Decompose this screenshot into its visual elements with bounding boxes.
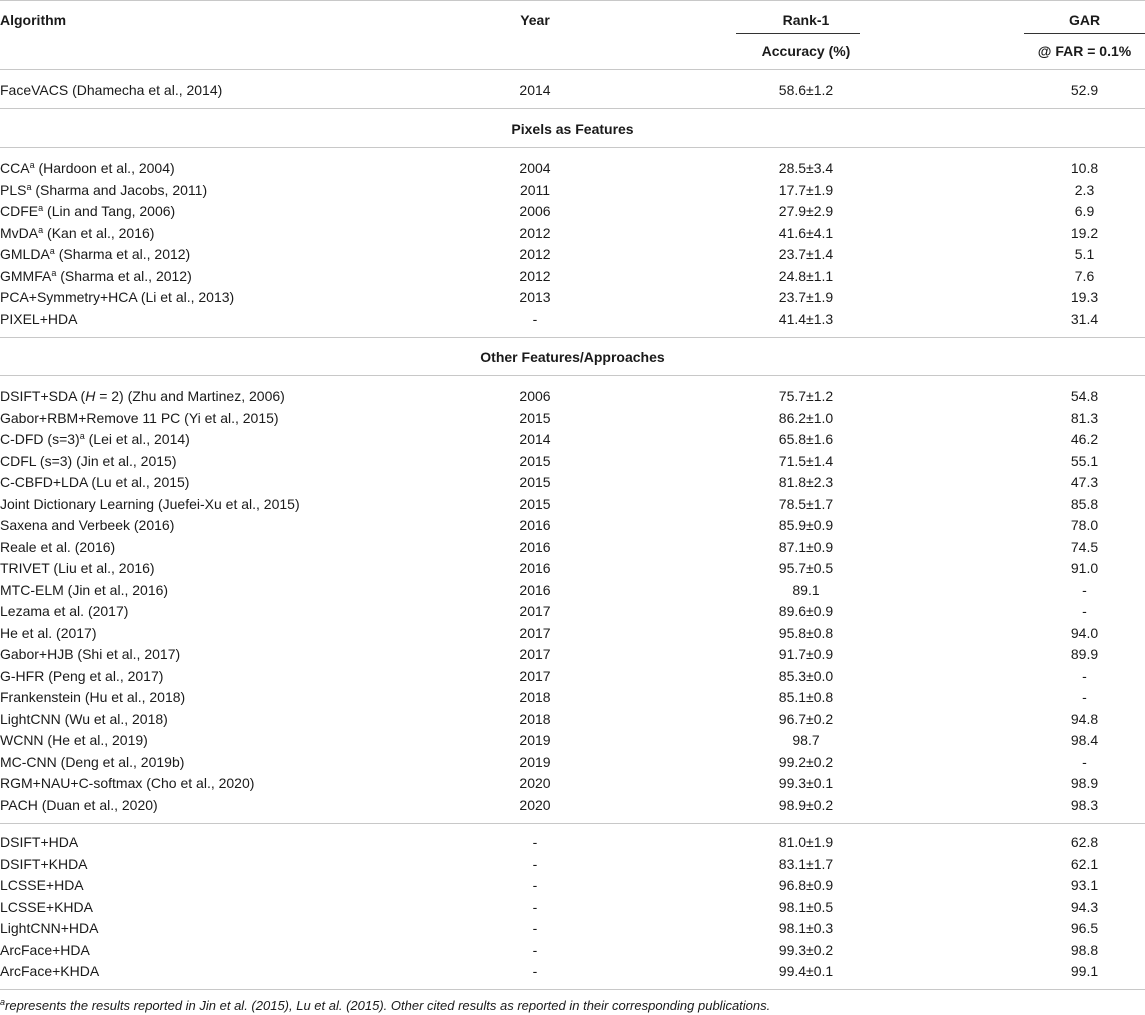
- row-year: 2014: [519, 82, 551, 98]
- row-algorithm: DSIFT+HDA: [0, 834, 79, 850]
- row-algorithm: DSIFT+KHDA: [0, 855, 88, 872]
- rank-header-underline: [736, 33, 860, 34]
- row-rank: 99.2±0.2: [778, 753, 834, 770]
- table-bottom-rule: [0, 989, 1145, 990]
- row-gar: 96.5: [1070, 920, 1099, 936]
- row-gar: 98.8: [1070, 941, 1099, 958]
- algorithm-name: PCA+Symmetry+HCA (Li et al., 2013): [0, 289, 235, 305]
- algorithm-citation: (Sharma et al., 2012): [54, 246, 191, 262]
- section-rule: [0, 823, 1145, 824]
- row-year: 2004: [519, 160, 551, 176]
- row-gar: 2.3: [1074, 181, 1095, 198]
- row-gar: 78.0: [1070, 517, 1099, 533]
- row-year: 2012: [519, 267, 551, 284]
- row-algorithm: LCSSE+HDA: [0, 877, 84, 893]
- row-year: -: [532, 877, 538, 893]
- row-year: 2018: [519, 710, 551, 727]
- row-gar: -: [1082, 689, 1087, 705]
- row-gar: 6.9: [1074, 203, 1095, 219]
- row-algorithm: [0, 268, 192, 284]
- row-year: 2015: [519, 452, 551, 469]
- algorithm-name: PACH (Duan et al., 2020): [0, 796, 158, 813]
- algorithm-name: CDFL (s=3) (Jin et al., 2015): [0, 452, 177, 469]
- row-rank: 24.8±1.1: [778, 267, 834, 284]
- row-year: 2019: [519, 753, 551, 770]
- row-gar: 62.8: [1070, 834, 1099, 850]
- section-title-pixels: Pixels as Features: [511, 121, 634, 137]
- row-year: 2016: [519, 560, 551, 576]
- row-algorithm: [0, 225, 154, 241]
- footnote: [0, 998, 770, 1014]
- algorithm-name: MTC-ELM (Jin et al., 2016): [0, 581, 169, 598]
- row-gar: -: [1082, 667, 1087, 684]
- row-algorithm: [0, 246, 190, 262]
- row-gar: 98.4: [1070, 732, 1099, 748]
- row-year: 2016: [519, 538, 551, 555]
- row-algorithm: [0, 646, 180, 662]
- row-rank: 98.1±0.5: [778, 898, 834, 915]
- algorithm-name: WCNN (He et al., 2019): [0, 732, 148, 748]
- row-algorithm: [0, 474, 189, 490]
- row-year: 2019: [519, 732, 551, 748]
- row-year: 2017: [519, 667, 551, 684]
- algorithm-name: Saxena and Verbeek (2016): [0, 517, 175, 533]
- row-rank: 28.5±3.4: [778, 160, 834, 176]
- row-gar: 94.3: [1070, 898, 1099, 915]
- algorithm-citation: (Hardoon et al., 2004): [34, 160, 175, 176]
- row-rank: 87.1±0.9: [778, 538, 834, 555]
- row-rank: 65.8±1.6: [778, 431, 834, 447]
- row-algorithm: [0, 203, 175, 219]
- row-rank: 58.6±1.2: [778, 82, 834, 98]
- superscript-a: a: [38, 224, 44, 235]
- row-gar: 52.9: [1070, 82, 1099, 98]
- header-rank-top: Rank-1: [782, 12, 830, 28]
- row-year: 2014: [519, 431, 551, 447]
- algorithm-citation: = 2) (Zhu and Martinez, 2006): [95, 388, 285, 404]
- row-gar: 47.3: [1070, 474, 1099, 490]
- row-rank: 81.8±2.3: [778, 474, 834, 490]
- row-year: -: [532, 834, 538, 850]
- row-gar: -: [1082, 581, 1087, 598]
- row-rank: 99.4±0.1: [778, 963, 834, 979]
- row-gar: 93.1: [1070, 877, 1099, 893]
- superscript-a: a: [79, 431, 85, 441]
- row-rank: 41.6±4.1: [778, 224, 834, 241]
- row-algorithm: LCSSE+KHDA: [0, 898, 93, 915]
- row-year: 2016: [519, 581, 551, 598]
- row-rank: 89.1: [792, 581, 820, 598]
- algorithm-name: DSIFT+SDA (: [0, 388, 86, 404]
- row-rank: 99.3±0.2: [778, 941, 834, 958]
- algorithm-name: CCA: [0, 160, 30, 176]
- algorithm-citation: (Sharma et al., 2012): [56, 267, 192, 284]
- header-bottom-rule: [0, 69, 1145, 70]
- algorithm-citation: (Lei et al., 2014): [84, 431, 190, 447]
- superscript-a: a: [29, 160, 35, 170]
- row-algorithm: [0, 668, 163, 684]
- row-algorithm: [0, 797, 158, 813]
- row-algorithm: [0, 754, 184, 770]
- header-year: Year: [520, 12, 550, 28]
- row-algorithm: [0, 388, 285, 404]
- algorithm-name: MC-CNN (Deng et al., 2019b): [0, 753, 185, 770]
- row-gar: 10.8: [1070, 160, 1099, 176]
- row-rank: 99.3±0.1: [778, 775, 834, 791]
- row-rank: 41.4±1.3: [778, 310, 834, 327]
- algorithm-name: G-HFR (Peng et al., 2017): [0, 667, 164, 684]
- header-rank-bottom: Accuracy (%): [761, 43, 851, 59]
- algorithm-name: Reale et al. (2016): [0, 538, 116, 555]
- row-algorithm: [0, 431, 190, 447]
- algorithm-citation: (Kan et al., 2016): [43, 224, 155, 241]
- row-algorithm: [0, 311, 77, 327]
- row-gar: 19.2: [1070, 224, 1099, 241]
- row-rank: 95.7±0.5: [778, 560, 834, 576]
- row-rank: 85.3±0.0: [778, 667, 834, 684]
- algorithm-name: He et al. (2017): [0, 624, 97, 641]
- row-year: 2006: [519, 388, 551, 404]
- row-rank: 98.7: [792, 732, 820, 748]
- row-rank: 95.8±0.8: [778, 624, 834, 641]
- row-year: 2012: [519, 224, 551, 241]
- algorithm-name: C-CBFD+LDA (Lu et al., 2015): [0, 474, 190, 490]
- row-gar: 99.1: [1070, 963, 1099, 979]
- algorithm-name: C-DFD (s=3): [0, 431, 80, 447]
- algorithm-name: Gabor+RBM+Remove 11 PC (Yi et al., 2015): [0, 409, 279, 426]
- row-algorithm: [0, 775, 254, 791]
- row-gar: 89.9: [1070, 646, 1099, 662]
- row-algorithm: [0, 560, 155, 576]
- row-year: 2006: [519, 203, 551, 219]
- row-year: 2018: [519, 689, 551, 705]
- row-rank: 83.1±1.7: [778, 855, 834, 872]
- row-year: -: [532, 310, 538, 327]
- row-rank: 98.1±0.3: [778, 920, 834, 936]
- row-gar: 74.5: [1070, 538, 1099, 555]
- algorithm-name: Lezama et al. (2017): [0, 603, 129, 619]
- row-algorithm: [0, 160, 175, 176]
- row-year: 2017: [519, 646, 551, 662]
- row-algorithm: ArcFace+HDA: [0, 941, 90, 958]
- algorithm-name: GMMFA: [0, 267, 52, 284]
- row-rank: 85.9±0.9: [778, 517, 834, 533]
- algorithm-name: Joint Dictionary Learning (Juefei-Xu et al., 2015): [0, 495, 300, 512]
- row-algorithm: [0, 582, 168, 598]
- row-rank: 78.5±1.7: [778, 495, 834, 512]
- row-gar: 19.3: [1070, 289, 1099, 305]
- row-gar: 94.0: [1070, 624, 1099, 641]
- header-gar-bottom: @ FAR = 0.1%: [1037, 43, 1132, 59]
- algorithm-name: Frankenstein (Hu et al., 2018): [0, 689, 186, 705]
- algorithm-name: PLS: [0, 181, 27, 198]
- algorithm-name: PIXEL+HDA: [0, 310, 78, 327]
- row-rank: 17.7±1.9: [778, 181, 834, 198]
- row-year: 2015: [519, 409, 551, 426]
- section-rule: [0, 375, 1145, 376]
- algorithm-citation: (Lin and Tang, 2006): [43, 203, 176, 219]
- algorithm-name: MvDA: [0, 224, 39, 241]
- row-year: 2011: [519, 181, 551, 198]
- row-rank: 23.7±1.4: [778, 246, 834, 262]
- row-year: -: [532, 963, 538, 979]
- row-algorithm: [0, 732, 148, 748]
- row-gar: 5.1: [1074, 246, 1095, 262]
- algorithm-name: Gabor+HJB (Shi et al., 2017): [0, 646, 181, 662]
- row-rank: 75.7±1.2: [778, 388, 834, 404]
- header-algorithm: Algorithm: [0, 12, 67, 28]
- row-year: -: [532, 898, 538, 915]
- row-rank: 71.5±1.4: [778, 452, 834, 469]
- row-rank: 23.7±1.9: [778, 289, 834, 305]
- row-algorithm: ArcFace+KHDA: [0, 963, 100, 979]
- row-rank: 27.9±2.9: [778, 203, 834, 219]
- row-year: 2020: [519, 775, 551, 791]
- gar-header-underline: [1024, 33, 1145, 34]
- row-gar: 98.9: [1070, 775, 1099, 791]
- row-year: 2017: [519, 624, 551, 641]
- row-gar: 94.8: [1070, 710, 1099, 727]
- row-algorithm: [0, 539, 115, 555]
- row-rank: 96.8±0.9: [778, 877, 834, 893]
- algorithm-citation: (Sharma and Jacobs, 2011): [31, 181, 208, 198]
- row-year: 2016: [519, 517, 551, 533]
- row-algorithm: [0, 689, 185, 705]
- table-top-rule: [0, 0, 1145, 1]
- row-rank: 85.1±0.8: [778, 689, 834, 705]
- row-algorithm: [0, 625, 97, 641]
- row-algorithm: [0, 182, 207, 198]
- section-title-other: Other Features/Approaches: [480, 349, 665, 365]
- row-year: 2015: [519, 495, 551, 512]
- row-gar: 62.1: [1070, 855, 1099, 872]
- row-rank: 96.7±0.2: [778, 710, 834, 727]
- algorithm-name: RGM+NAU+C-softmax (Cho et al., 2020): [0, 775, 255, 791]
- row-algorithm: LightCNN+HDA: [0, 920, 99, 936]
- footnote-marker: a: [0, 997, 6, 1007]
- algorithm-name: GMLDA: [0, 246, 50, 262]
- row-algorithm: [0, 711, 168, 727]
- row-year: 2015: [519, 474, 551, 490]
- row-gar: 55.1: [1070, 452, 1099, 469]
- algorithm-name: CDFE: [0, 203, 39, 219]
- row-gar: 85.8: [1070, 495, 1099, 512]
- row-gar: -: [1082, 753, 1087, 770]
- superscript-a: a: [49, 246, 55, 256]
- row-gar: 7.6: [1074, 267, 1095, 284]
- row-gar: 91.0: [1070, 560, 1099, 576]
- section-rule: [0, 108, 1145, 109]
- row-gar: -: [1082, 603, 1087, 619]
- row-algorithm: [0, 453, 177, 469]
- row-year: -: [532, 941, 538, 958]
- row-rank: 86.2±1.0: [778, 409, 834, 426]
- row-year: 2012: [519, 246, 551, 262]
- row-algorithm: [0, 496, 300, 512]
- row-year: 2020: [519, 796, 551, 813]
- superscript-a: a: [38, 203, 44, 213]
- row-algorithm: FaceVACS (Dhamecha et al., 2014): [0, 82, 223, 98]
- row-year: -: [532, 920, 538, 936]
- row-year: -: [532, 855, 538, 872]
- row-rank: 89.6±0.9: [778, 603, 834, 619]
- row-gar: 46.2: [1070, 431, 1099, 447]
- row-rank: 91.7±0.9: [778, 646, 834, 662]
- row-gar: 54.8: [1070, 388, 1099, 404]
- algorithm-name: LightCNN (Wu et al., 2018): [0, 710, 168, 727]
- section-rule: [0, 147, 1145, 148]
- italic-variable: H: [85, 388, 96, 404]
- row-algorithm: [0, 289, 234, 305]
- superscript-a: a: [26, 181, 32, 192]
- row-gar: 31.4: [1070, 310, 1099, 327]
- header-gar-top: GAR: [1068, 12, 1101, 28]
- row-algorithm: [0, 410, 279, 426]
- row-algorithm: [0, 603, 128, 619]
- section-rule: [0, 337, 1145, 338]
- algorithm-name: TRIVET (Liu et al., 2016): [0, 560, 155, 576]
- row-gar: 98.3: [1070, 796, 1099, 813]
- row-algorithm: [0, 517, 174, 533]
- row-year: 2013: [519, 289, 551, 305]
- footnote-text: represents the results reported in Jin et al. (2015), Lu et al. (2015). Other cited results as reported in their corresponding publications.: [5, 998, 771, 1013]
- row-rank: 81.0±1.9: [778, 834, 834, 850]
- superscript-a: a: [51, 267, 57, 278]
- row-gar: 81.3: [1070, 409, 1099, 426]
- row-rank: 98.9±0.2: [778, 796, 834, 813]
- row-year: 2017: [519, 603, 551, 619]
